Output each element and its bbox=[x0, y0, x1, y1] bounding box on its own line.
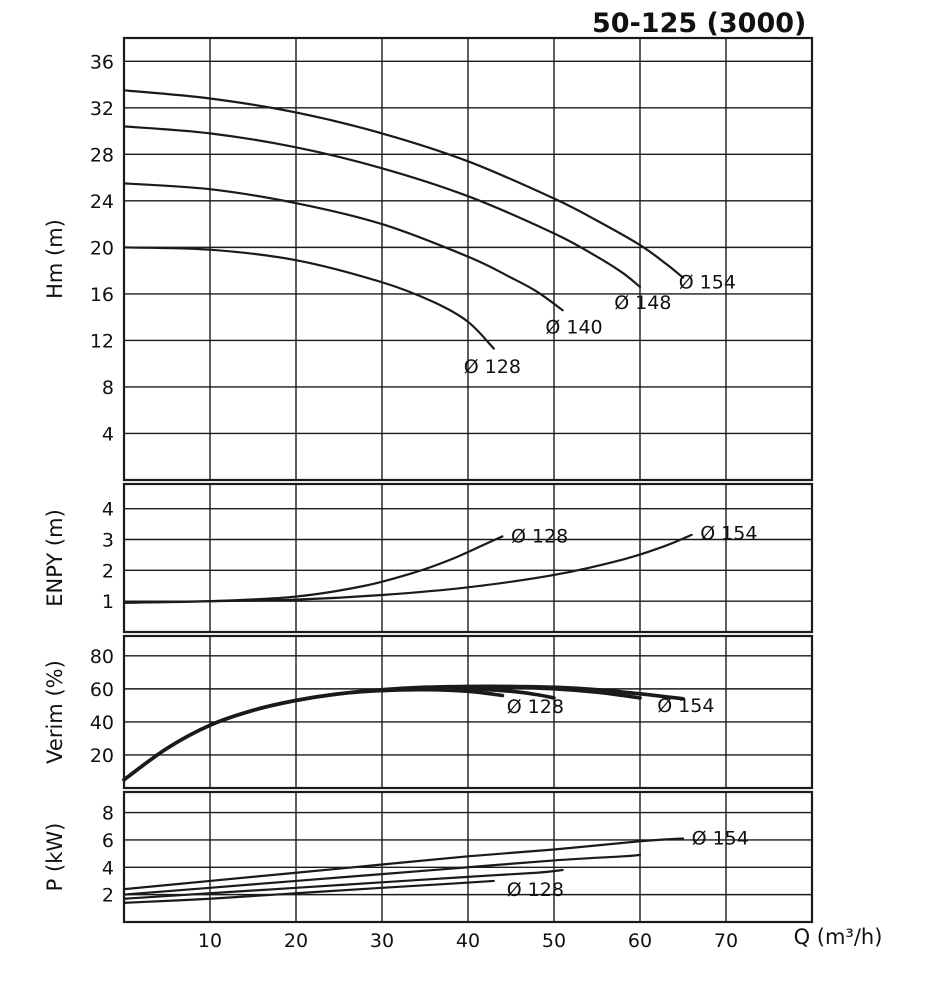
series-curve bbox=[124, 690, 502, 780]
y-tick-label: 8 bbox=[101, 802, 114, 825]
curve-label: Ø 154 bbox=[691, 827, 749, 850]
y-tick-label: 80 bbox=[89, 645, 114, 668]
curve-label: Ø 128 bbox=[506, 696, 564, 719]
y-tick-label: 36 bbox=[89, 51, 114, 74]
y-tick-label: 4 bbox=[101, 423, 114, 446]
y-tick-label: 40 bbox=[89, 711, 114, 734]
x-tick-label: 60 bbox=[627, 930, 653, 952]
y-tick-label: 12 bbox=[89, 330, 114, 353]
chart-annotations bbox=[464, 271, 758, 901]
x-tick-label: 10 bbox=[197, 930, 223, 952]
x-tick-label: 70 bbox=[713, 930, 739, 952]
y-tick-label: 4 bbox=[101, 857, 114, 880]
x-axis-ticks bbox=[198, 930, 738, 952]
curve-label: Ø 154 bbox=[657, 695, 715, 718]
curve-label: Ø 128 bbox=[511, 525, 569, 548]
y-tick-label: 4 bbox=[101, 498, 114, 521]
y-tick-label: 6 bbox=[101, 829, 114, 852]
y-tick-label: 16 bbox=[89, 283, 114, 306]
curve-label: Ø 148 bbox=[614, 292, 672, 315]
x-tick-label: 30 bbox=[369, 930, 395, 952]
y-tick-label: 28 bbox=[89, 144, 114, 167]
panel-head bbox=[43, 38, 812, 480]
x-tick-label: 40 bbox=[455, 930, 481, 952]
series-curve bbox=[124, 536, 502, 602]
chart-panels bbox=[43, 38, 812, 922]
y-tick-label: 3 bbox=[101, 529, 114, 552]
curve-label: Ø 128 bbox=[463, 356, 521, 379]
series-curve bbox=[124, 535, 692, 603]
y-axis-label-head: Hm (m) bbox=[43, 219, 67, 299]
y-tick-label: 8 bbox=[101, 376, 114, 399]
y-tick-label: 60 bbox=[89, 678, 114, 701]
curve-label: Ø 154 bbox=[700, 522, 758, 545]
panel-power bbox=[43, 792, 812, 922]
y-tick-label: 2 bbox=[101, 560, 114, 583]
y-tick-label: 20 bbox=[89, 237, 114, 260]
y-axis-label-efficiency: Verim (%) bbox=[43, 660, 67, 764]
panel-npsh bbox=[43, 484, 812, 632]
y-axis-label-npsh: ENPY (m) bbox=[43, 509, 67, 607]
x-axis-label: Q (m³/h) bbox=[793, 925, 883, 949]
curve-label: Ø 128 bbox=[506, 878, 564, 901]
series-curve bbox=[124, 247, 494, 348]
x-tick-label: 50 bbox=[541, 930, 567, 952]
y-tick-label: 24 bbox=[89, 190, 114, 213]
curve-label: Ø 140 bbox=[545, 316, 603, 339]
y-tick-label: 1 bbox=[101, 591, 114, 614]
x-tick-label: 20 bbox=[283, 930, 309, 952]
curve-label: Ø 154 bbox=[678, 271, 736, 294]
y-axis-label-power: P (kW) bbox=[43, 822, 67, 892]
y-tick-label: 2 bbox=[101, 884, 114, 907]
y-tick-label: 32 bbox=[89, 97, 114, 120]
chart-title: 50-125 (3000) bbox=[592, 8, 807, 39]
y-tick-label: 20 bbox=[89, 744, 114, 767]
series-curve bbox=[124, 686, 683, 779]
